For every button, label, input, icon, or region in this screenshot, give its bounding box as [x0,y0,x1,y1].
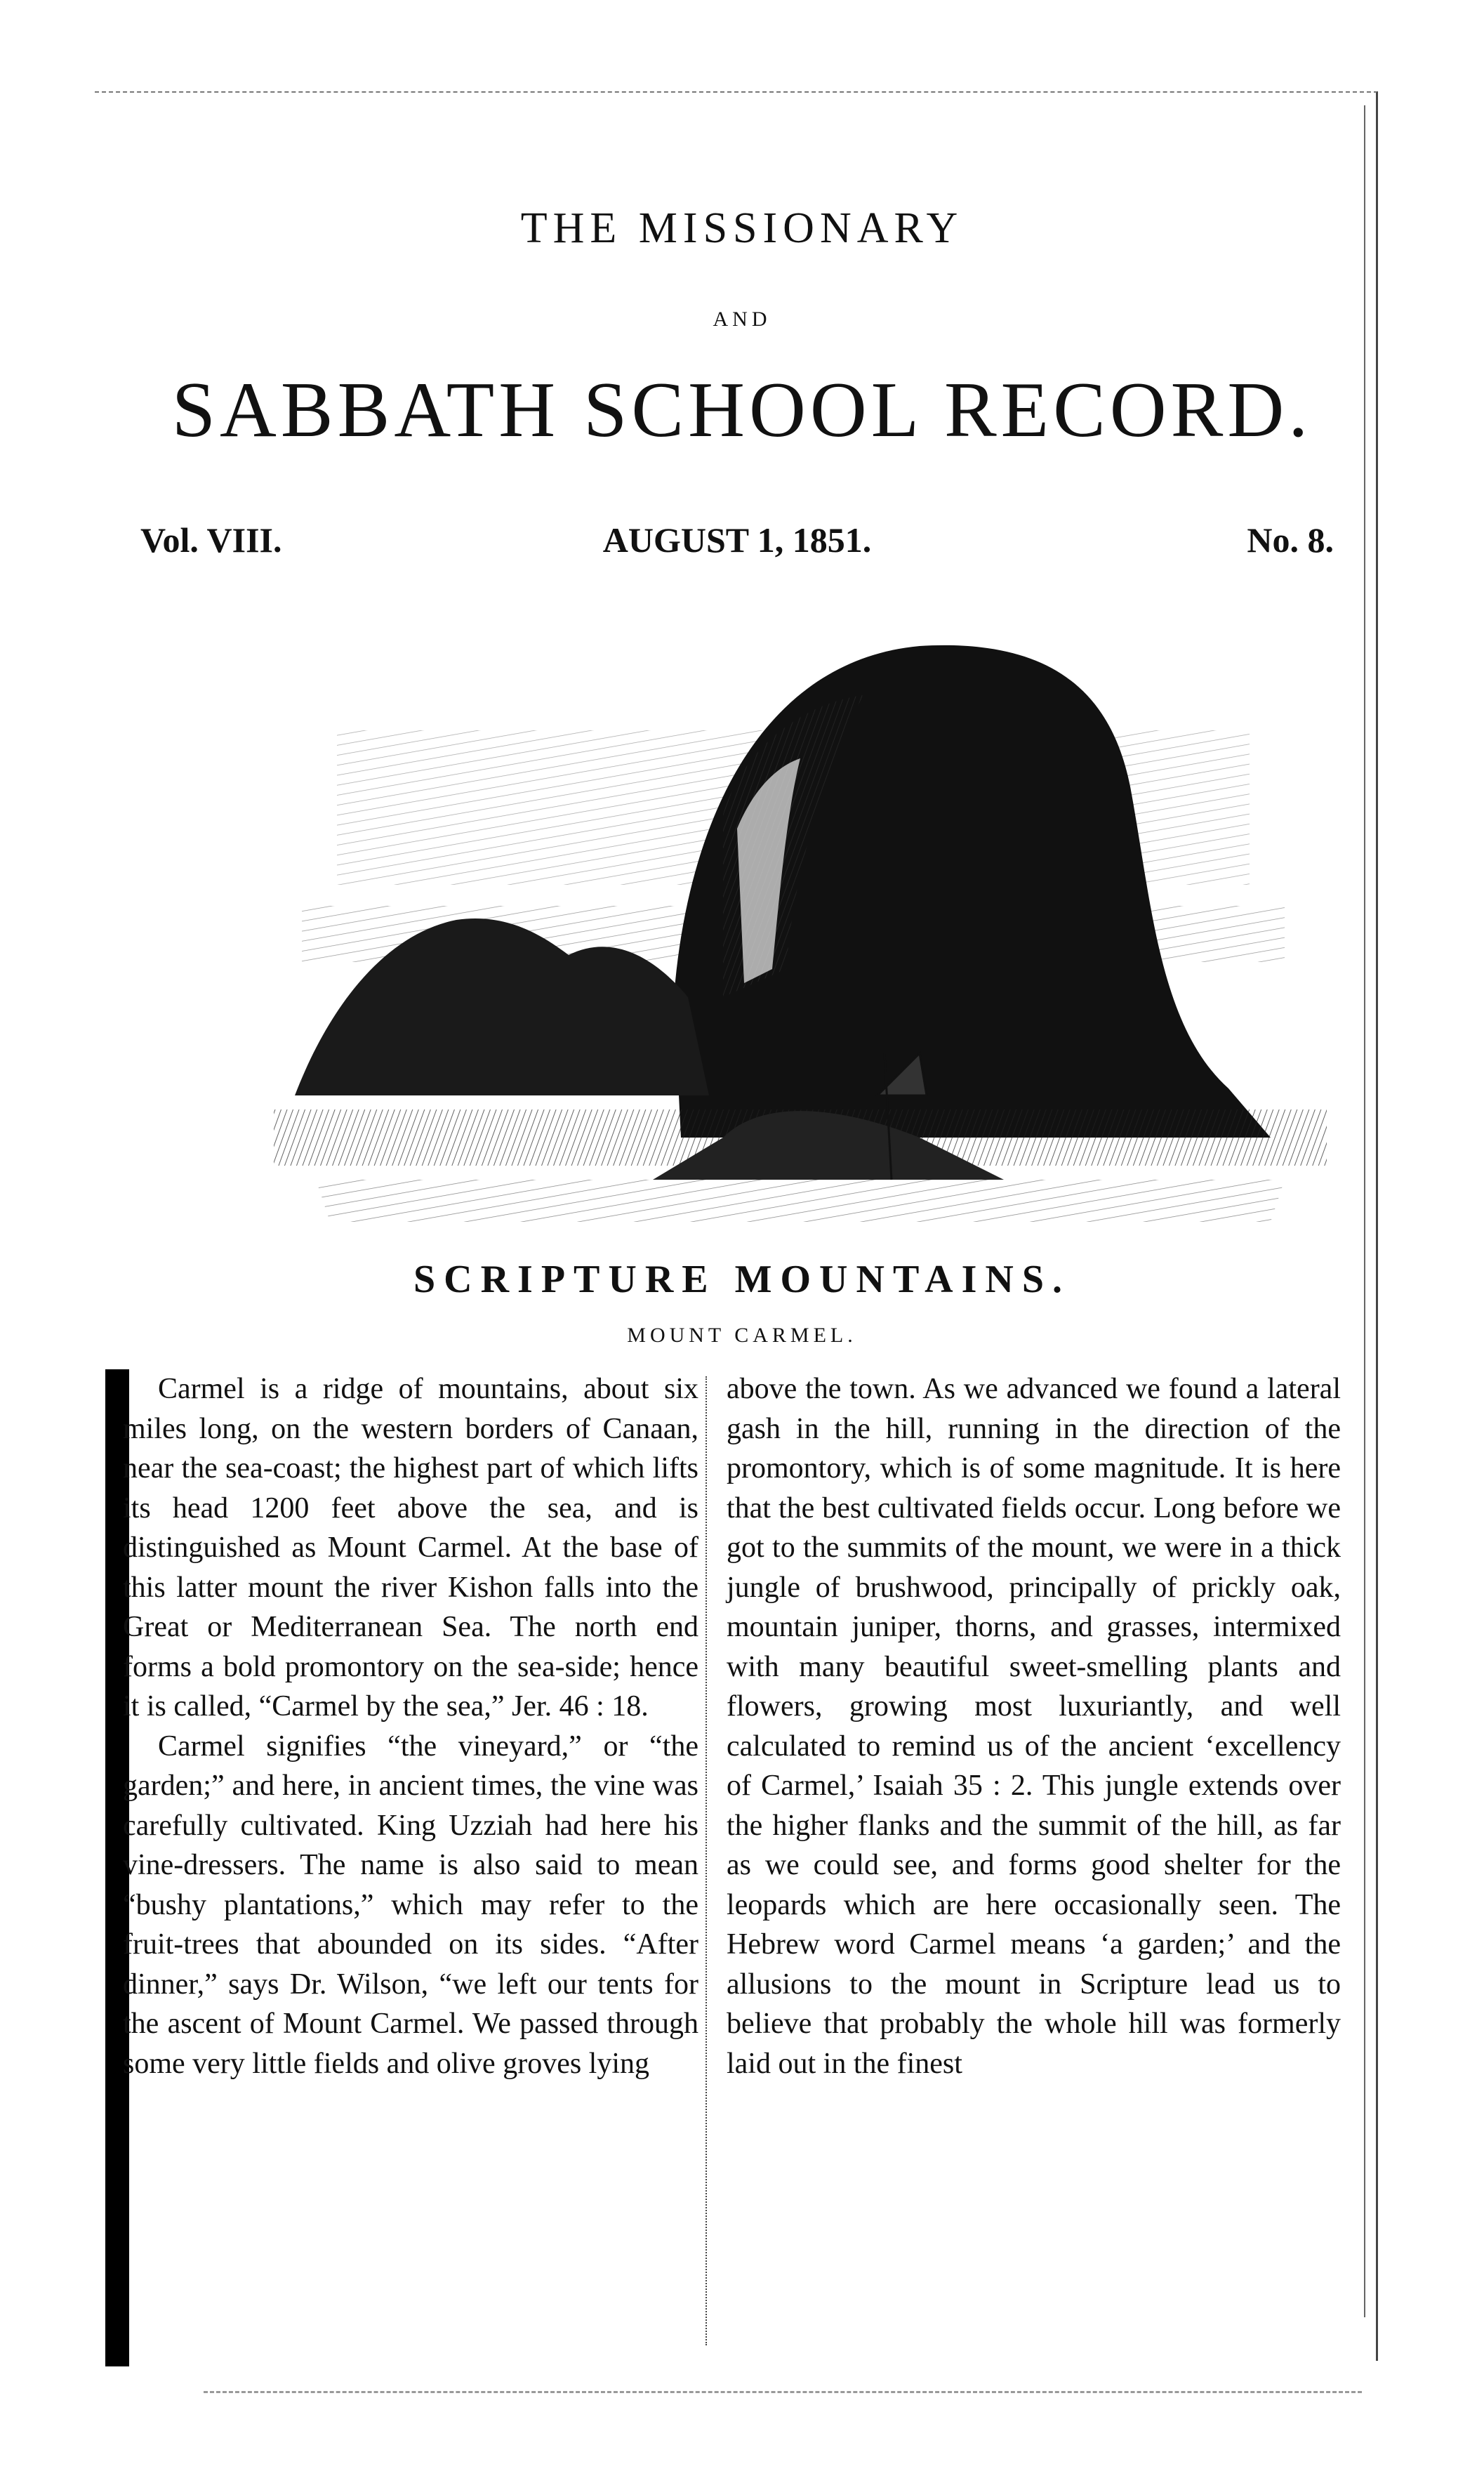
footer-rule [204,2391,1362,2400]
issue-date: AUGUST 1, 1851. [602,520,872,560]
left-paragraph-2: Carmel signifies “the vineyard,” or “the garden;” and here, in ancient times, the vine was carefully cultivated. King Uzziah had here his vine-dressers. The name is also said to mean “bushy plantations,” which may refer to the fruit-trees that abounded on its sides. “After dinner,” says Dr. Wilson, “we left our tents for the ascent of Mount Carmel. We passed through some very little fields and olive groves lying [123,1730,698,2080]
left-paragraph-1: Carmel is a ridge of mountains, about six miles long, on the western borders of Canaan, near the sea-coast; the highest part of which lifts its head 1200 feet above the sea, and is distinguished as Mount Carmel. At the base of this latter mount the river Kishon falls into the Great or Mediterranean Sea. The north end forms a bold promontory on the sea-side; hence it is called, “Carmel by the sea,” Jer. 46 : 18. [123,1373,698,1723]
article-title: SCRIPTURE MOUNTAINS. [413,1258,1071,1301]
masthead-title: THE MISSIONARY [520,204,964,252]
issue-info-row [140,520,1334,569]
article-subtitle: MOUNT CARMEL. [627,1324,857,1347]
right-text-column [727,1369,1341,2083]
issue-number: No. 8. [1247,520,1334,560]
issue-volume: Vol. VIII. [140,520,282,560]
right-paragraph-1: above the town. As we advanced we found a lateral gash in the hill, running in the direction of the promontory, which is of some magnitude. It is here that the best cultivated fields occur. Long before we got to the summits of the mount, we were in a thick jungle of brushwood, principally of prickly oak, mountain juniper, thorns, and grasses, intermixed with many beautiful sweet-smelling plants and flowers, growing most luxuriantly, and well calculated to remind us of the ancient ‘excellency of Carmel,’ Isaiah 35 : 2. This jungle extends over the higher flanks and the summit of the hill, as far as we could see, and forms good shelter for the leopards which are here occasionally seen. The Hebrew word Carmel means ‘a garden;’ and the allusions to the mount in Scripture lead us to believe that probably the whole hill was formerly laid out in the finest [727,1373,1341,2080]
masthead-subtitle: SABBATH SCHOOL RECORD. [171,367,1313,454]
column-divider [705,1376,707,2345]
mount-carmel-engraving [232,604,1355,1306]
masthead-conjunction: AND [713,308,771,331]
left-text-column [123,1369,698,2083]
